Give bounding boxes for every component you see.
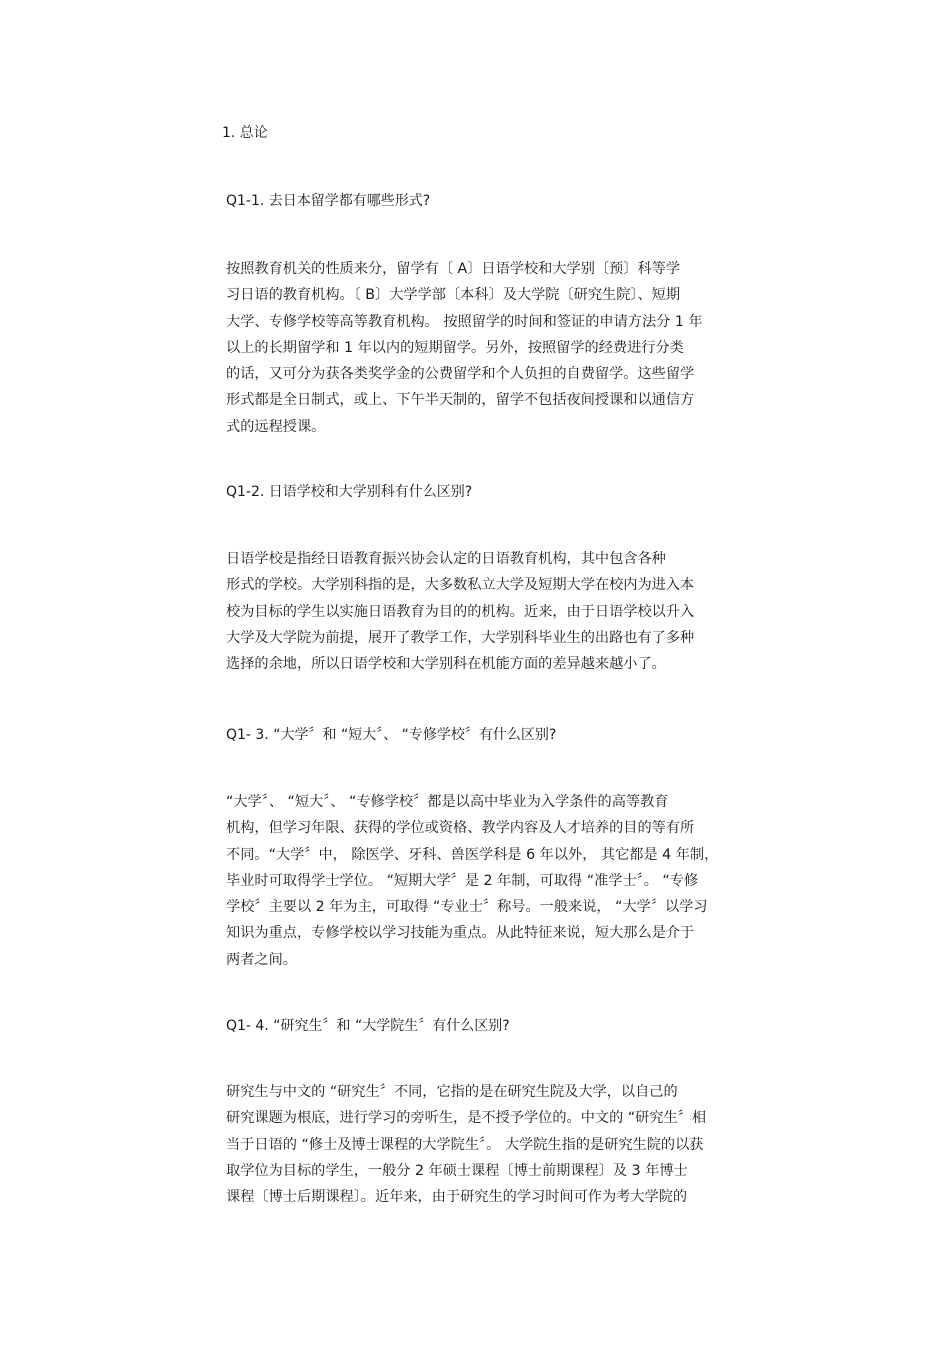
paragraph-line: 研究课题为根底，进行学习的旁听生，是不授予学位的。中文的 “研究生〞相 bbox=[226, 1110, 707, 1127]
paragraph-line: 不同。“大学〞中， 除医学、牙科、兽医学科是 6 年以外， 其它都是 4 年制， bbox=[226, 846, 719, 863]
question-heading-3: Q1- 3. “大学〞和 “短大〞、 “专修学校〞有什么区别? bbox=[226, 727, 557, 743]
paragraph-line: 以上的长期留学和 1 年以内的短期留学。另外，按照留学的经费进行分类 bbox=[226, 339, 684, 356]
paragraph-line: 机构，但学习年限、获得的学位或资格、教学内容及人才培养的目的等有所 bbox=[226, 820, 695, 837]
paragraph-line: 校为目标的学生以实施日语教育为目的的机构。近来，由于日语学校以升入 bbox=[226, 603, 695, 620]
paragraph-line: 两者之间。 bbox=[226, 951, 297, 968]
paragraph-line: 选择的余地，所以日语学校和大学别科在机能方面的差异越来越小了。 bbox=[226, 656, 666, 673]
paragraph-line: 研究生与中文的 “研究生〞不同，它指的是在研究生院及大学，以自己的 bbox=[226, 1084, 678, 1100]
answer-paragraph-3 bbox=[226, 789, 806, 973]
paragraph-line: 大学及大学院为前提，展开了教学工作，大学别科毕业生的出路也有了多种 bbox=[226, 629, 695, 646]
paragraph-line: 形式都是全日制式，或上、下午半天制的，留学不包括夜间授课和以通信方 bbox=[226, 392, 695, 409]
paragraph-line: 日语学校是指经日语教育振兴协会认定的日语教育机构，其中包含各种 bbox=[226, 551, 666, 567]
paragraph-line: 习日语的教育机构。〔 B〕大学学部〔本科〕及大学院〔研究生院〕、短期 bbox=[226, 287, 681, 304]
paragraph-line: “大学〞、 “短大〞、 “专修学校〞都是以高中毕业为入学条件的高等教育 bbox=[226, 794, 669, 810]
paragraph-line: 按照教育机关的性质来分，留学有〔 A〕日语学校和大学别〔预〕科等学 bbox=[226, 261, 681, 277]
paragraph-line: 大学、专修学校等高等教育机构。 按照留学的时间和签证的申请方法分 1 年 bbox=[226, 313, 703, 330]
paragraph-line: 式的远程授课。 bbox=[226, 418, 326, 435]
question-heading-1: Q1-1. 去日本留学都有哪些形式? bbox=[226, 193, 431, 209]
paragraph-line: 课程〔博士后期课程〕。近年来，由于研究生的学习时间可作为考大学院的 bbox=[226, 1189, 688, 1206]
answer-paragraph-2 bbox=[226, 546, 806, 677]
question-heading-2: Q1-2. 日语学校和大学别科有什么区别? bbox=[226, 484, 473, 500]
paragraph-line: 取学位为目标的学生，一般分 2 年硕士课程〔博士前期课程〕及 3 年博士 bbox=[226, 1162, 688, 1179]
paragraph-line: 的话，又可分为获各类奖学金的公费留学和个人负担的自费留学。这些留学 bbox=[226, 366, 695, 383]
paragraph-line: 形式的学校。大学别科指的是，大多数私立大学及短期大学在校内为进入本 bbox=[226, 577, 695, 594]
paragraph-line: 毕业时可取得学士学位。 “短期大学〞是 2 年制，可取得 “准学士〞。 “专修 bbox=[226, 872, 699, 889]
answer-paragraph-4 bbox=[226, 1079, 806, 1210]
paragraph-line: 知识为重点，专修学校以学习技能为重点。从此特征来说，短大那么是介于 bbox=[226, 925, 695, 942]
paragraph-line: 学校〞主要以 2 年为主，可取得 “专业士〞称号。一般来说， “大学〞以学习 bbox=[226, 899, 708, 916]
question-heading-4: Q1- 4. “研究生〞和 “大学院生〞有什么区别? bbox=[226, 1018, 510, 1034]
answer-paragraph-1 bbox=[226, 256, 806, 440]
chapter-title: 1. 总论 bbox=[222, 125, 268, 141]
paragraph-line: 当于日语的 “修士及博士课程的大学院生〞。 大学院生指的是研究生院的以获 bbox=[226, 1136, 704, 1153]
